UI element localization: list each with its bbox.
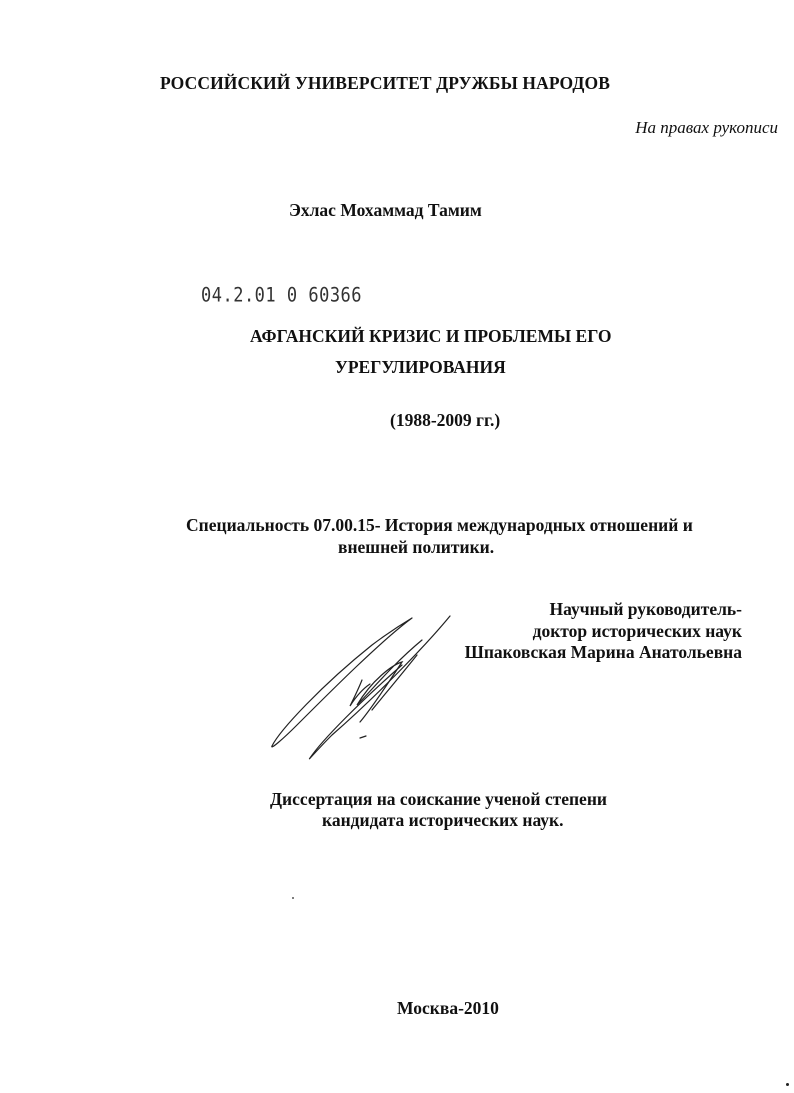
thesis-title-line-1: АФГАНСКИЙ КРИЗИС И ПРОБЛЕМЫ ЕГО — [250, 326, 612, 346]
rights-note: На правах рукописи — [635, 118, 778, 137]
dissertation-line-2: кандидата исторических наук. — [322, 810, 564, 830]
specialty-line-2: внешней политики. — [338, 537, 495, 557]
speck — [292, 897, 294, 899]
speck — [786, 1083, 789, 1086]
city-year: Москва-2010 — [397, 998, 499, 1018]
supervisor-degree: доктор исторических наук — [532, 621, 742, 641]
university-name: РОССИЙСКИЙ УНИВЕРСИТЕТ ДРУЖБЫ НАРОДОВ — [160, 73, 610, 93]
handwritten-signature — [262, 610, 462, 775]
author-name: Эхлас Мохаммад Тамим — [289, 200, 482, 220]
specialty-line-1: Специальность 07.00.15- История международных отношений и — [186, 515, 693, 535]
supervisor-role: Научный руководитель- — [549, 599, 742, 619]
supervisor-name: Шпаковская Марина Анатольевна — [464, 642, 742, 662]
dissertation-line-1: Диссертация на соискание ученой степени — [270, 789, 607, 809]
library-stamp-number: 04.2.01 0 60366 — [201, 284, 363, 308]
thesis-title-line-2: УРЕГУЛИРОВАНИЯ — [335, 357, 506, 377]
thesis-years: (1988-2009 гг.) — [390, 410, 501, 430]
